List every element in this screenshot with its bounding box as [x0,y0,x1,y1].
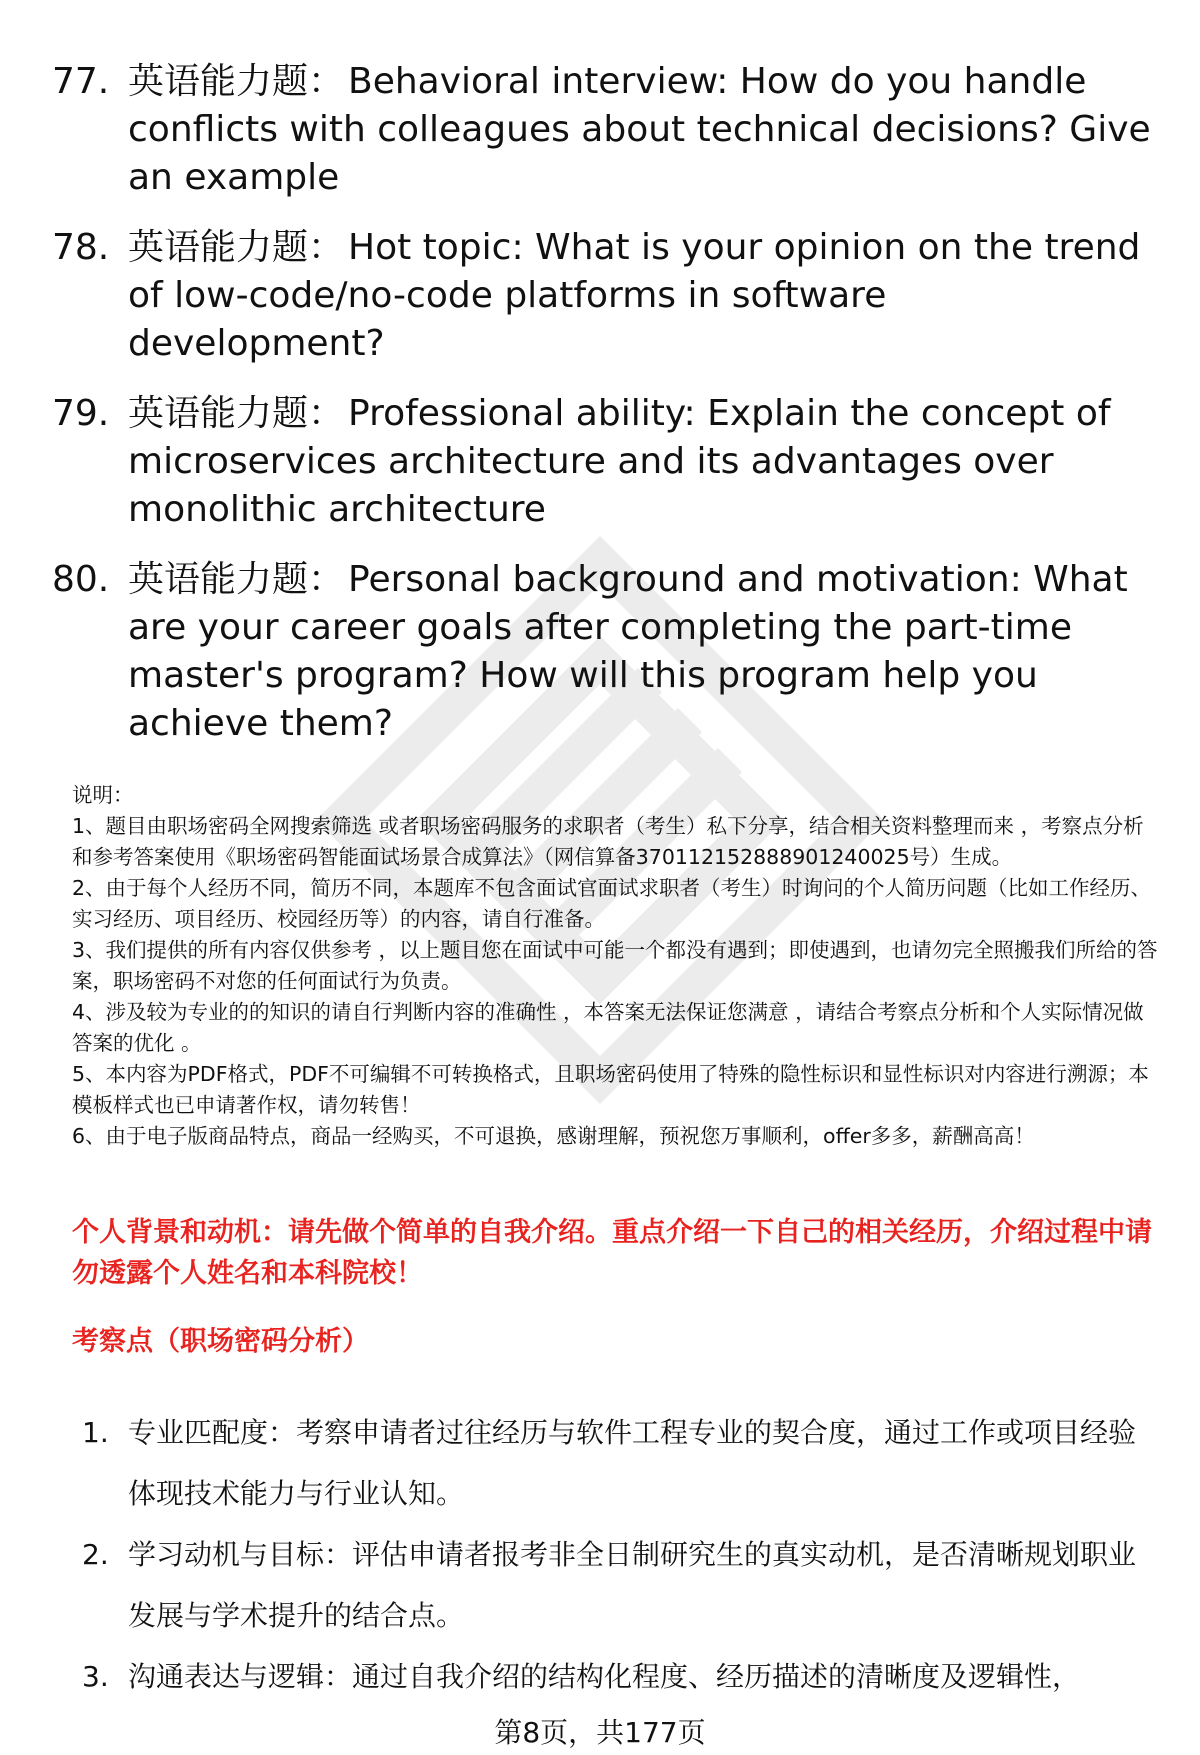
assessment-point-2 [82,1524,1162,1646]
notes-title: 说明： [72,783,134,807]
question-prefix: 英语能力题： [128,61,345,102]
note-item-5: 5、本内容为PDF格式，PDF不可编辑不可转换格式，且职场密码使用了特殊的隐性标识和显性标识对内容进行溯源；本模板样式也已申请著作权，请勿转售！ [72,1062,1149,1117]
point-text: 专业匹配度：考察申请者过往经历与软件工程专业的契合度，通过工作或项目经验体现技术能力与行业认知。 [128,1416,1137,1510]
point-text: 沟通表达与逻辑：通过自我介绍的结构化程度、经历描述的清晰度及逻辑性， [128,1660,1081,1693]
question-prefix: 英语能力题： [128,227,345,268]
question-number: 79. [52,393,110,434]
notes-section [72,780,1162,1152]
question-item-78 [52,224,1152,368]
question-number: 78. [52,227,110,268]
page-footer: 第8页，共177页 [494,1716,706,1749]
question-prefix: 英语能力题： [128,393,345,434]
question-list [52,58,1152,770]
assessment-points-list [82,1402,1162,1707]
point-number: 1. [82,1416,109,1449]
note-item-4: 4、涉及较为专业的的知识的请自行判断内容的准确性 ，本答案无法保证您满意 ，请结合考察点分析和个人实际情况做答案的优化 。 [72,1000,1144,1055]
question-number: 77. [52,61,110,102]
question-text: Professional ability: Explain the concept of microservices architecture and its advantages over monolithic architecture [128,393,1111,530]
section-subheading: 考察点（职场密码分析） [72,1326,369,1357]
question-prefix: 英语能力题： [128,559,345,600]
question-item-80 [52,556,1152,748]
note-item-6: 6、由于电子版商品特点，商品一经购买，不可退换，感谢理解，预祝您万事顺利，offer多多，薪酬高高！ [72,1124,1035,1148]
point-number: 3. [82,1660,109,1693]
note-item-1: 1、题目由职场密码全网搜索筛选 或者职场密码服务的求职者（考生）私下分享，结合相关资料整理而来 ，考察点分析和参考答案使用《职场密码智能面试场景合成算法》（网信算备370112152888901240025号）生成。 [72,814,1144,869]
question-text: Hot topic: What is your opinion on the trend of low-code/no-code platforms in software development? [128,227,1141,364]
assessment-point-3 [82,1646,1162,1707]
assessment-point-1 [82,1402,1162,1524]
question-item-77 [52,58,1152,202]
note-item-2: 2、由于每个人经历不同，简历不同，本题库不包含面试官面试求职者（考生）时询问的个人简历问题（比如工作经历、实习经历、项目经历、校园经历等）的内容，请自行准备。 [72,876,1152,931]
point-number: 2. [82,1538,109,1571]
question-text: Behavioral interview: How do you handle conflicts with colleagues about technical decisions? Give an example [128,61,1151,198]
section-heading: 个人背景和动机：请先做个简单的自我介绍。重点介绍一下自己的相关经历，介绍过程中请勿透露个人姓名和本科院校！ [72,1217,1152,1289]
question-text: Personal background and motivation: What are your career goals after completing the part-time master's program? How will this program help you achieve them? [128,559,1128,744]
question-item-79 [52,390,1152,534]
note-item-3: 3、我们提供的所有内容仅供参考 ，以上题目您在面试中可能一个都没有遇到；即使遇到，也请勿完全照搬我们所给的答案，职场密码不对您的任何面试行为负责。 [72,938,1158,993]
point-text: 学习动机与目标：评估申请者报考非全日制研究生的真实动机，是否清晰规划职业发展与学术提升的结合点。 [128,1538,1137,1632]
question-number: 80. [52,559,110,600]
